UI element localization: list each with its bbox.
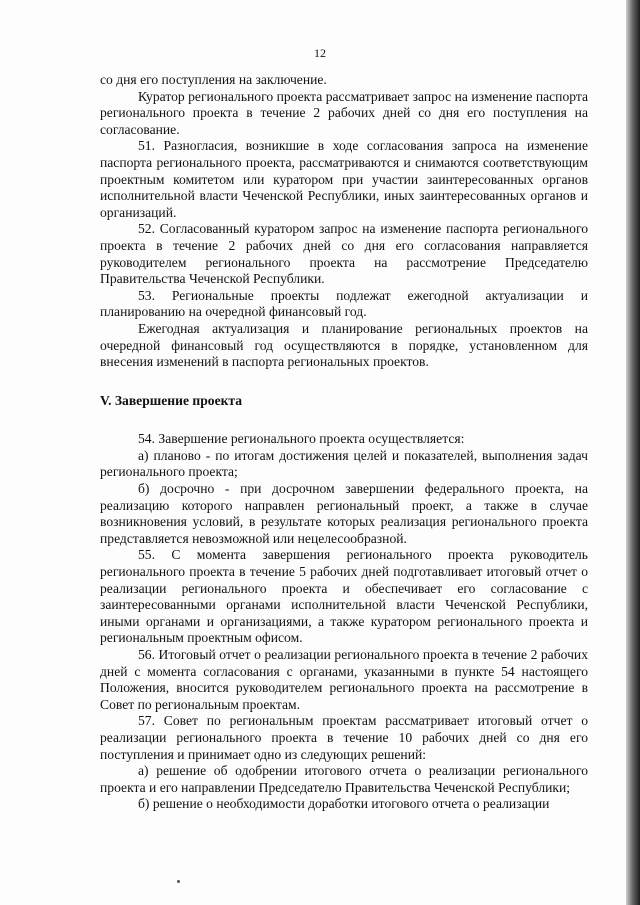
paragraph: со дня его поступления на заключение. [100, 72, 327, 87]
paragraph: 52. Согласованный куратором запрос на изменение паспорта регионального проекта в течение 2 рабочих дней со дня его согласования направляется руководителем регионального проекта на рассмотрение Председателю Правительства Чеченской Республики. [100, 221, 588, 287]
scan-speck [177, 880, 180, 883]
paragraph: 55. С момента завершения регионального проекта руководитель регионального проекта в течение 5 рабочих дней подготавливает итоговый отчет о реализации регионального проекта и обеспечивает его согласование с заинтересованными органами исполнительной власти Чеченской Республики, иными органами и организациями, а также куратором регионального проекта и региональным проектным офисом. [100, 547, 588, 646]
paragraph: Ежегодная актуализация и планирование региональных проектов на очередной финансовый год осуществляются в порядке, установленном для внесения изменений в паспорта региональных проектов. [100, 320, 588, 370]
paragraph: 56. Итоговый отчет о реализации регионального проекта в течение 2 рабочих дней с момента согласования с органами, указанными в пункте 54 настоящего Положения, вносится руководителем регионального проекта на рассмотрение в Совет по региональным проектам. [100, 647, 588, 712]
paragraph: 54. Завершение регионального проекта осуществляется: [138, 431, 465, 447]
paragraph: 51. Разногласия, возникшие в ходе согласования запроса на изменение паспорта регионального проекта, рассматриваются и снимаются соответствующим проектным комитетом или куратором при участии заинтересованных органов исполнительной власти Чеченской Республики, иных заинтересованных органов и организаций. [100, 138, 588, 220]
paragraph: а) решение об одобрении итогового отчета о реализации регионального проекта и его направлении Председателю Правительства Чеченской Республики; [100, 763, 588, 795]
scan-edge-shadow [626, 0, 640, 905]
paragraph: Куратор регионального проекта рассматривает запрос на изменение паспорта регионального проекта в течение 2 рабочих дней со дня его поступления на согласование. [100, 88, 588, 137]
paragraph: 57. Совет по региональным проектам рассматривает итоговый отчет о реализации регионального проекта в течение 10 рабочих дней со дня его поступления и принимает одно из следующих решений: [100, 713, 588, 762]
paragraph: 53. Региональные проекты подлежат ежегодной актуализации и планированию на очередной финансовый год. [100, 287, 588, 320]
page-number: 12 [314, 46, 326, 60]
paragraph: б) решение о необходимости доработки итогового отчета о реализации [138, 796, 550, 812]
paragraph: а) планово - по итогам достижения целей и показателей, выполнения задач регионального проекта; [100, 447, 588, 480]
document-body [100, 72, 588, 813]
section-heading: V. Завершение проекта [100, 392, 243, 408]
paragraph: б) досрочно - при досрочном завершении федерального проекта, на реализацию которого направлен региональный проект, а также в случае возникновения условий, в результате которых реализация регионального проекта представляется невозможной или нецелесообразной. [100, 481, 588, 546]
